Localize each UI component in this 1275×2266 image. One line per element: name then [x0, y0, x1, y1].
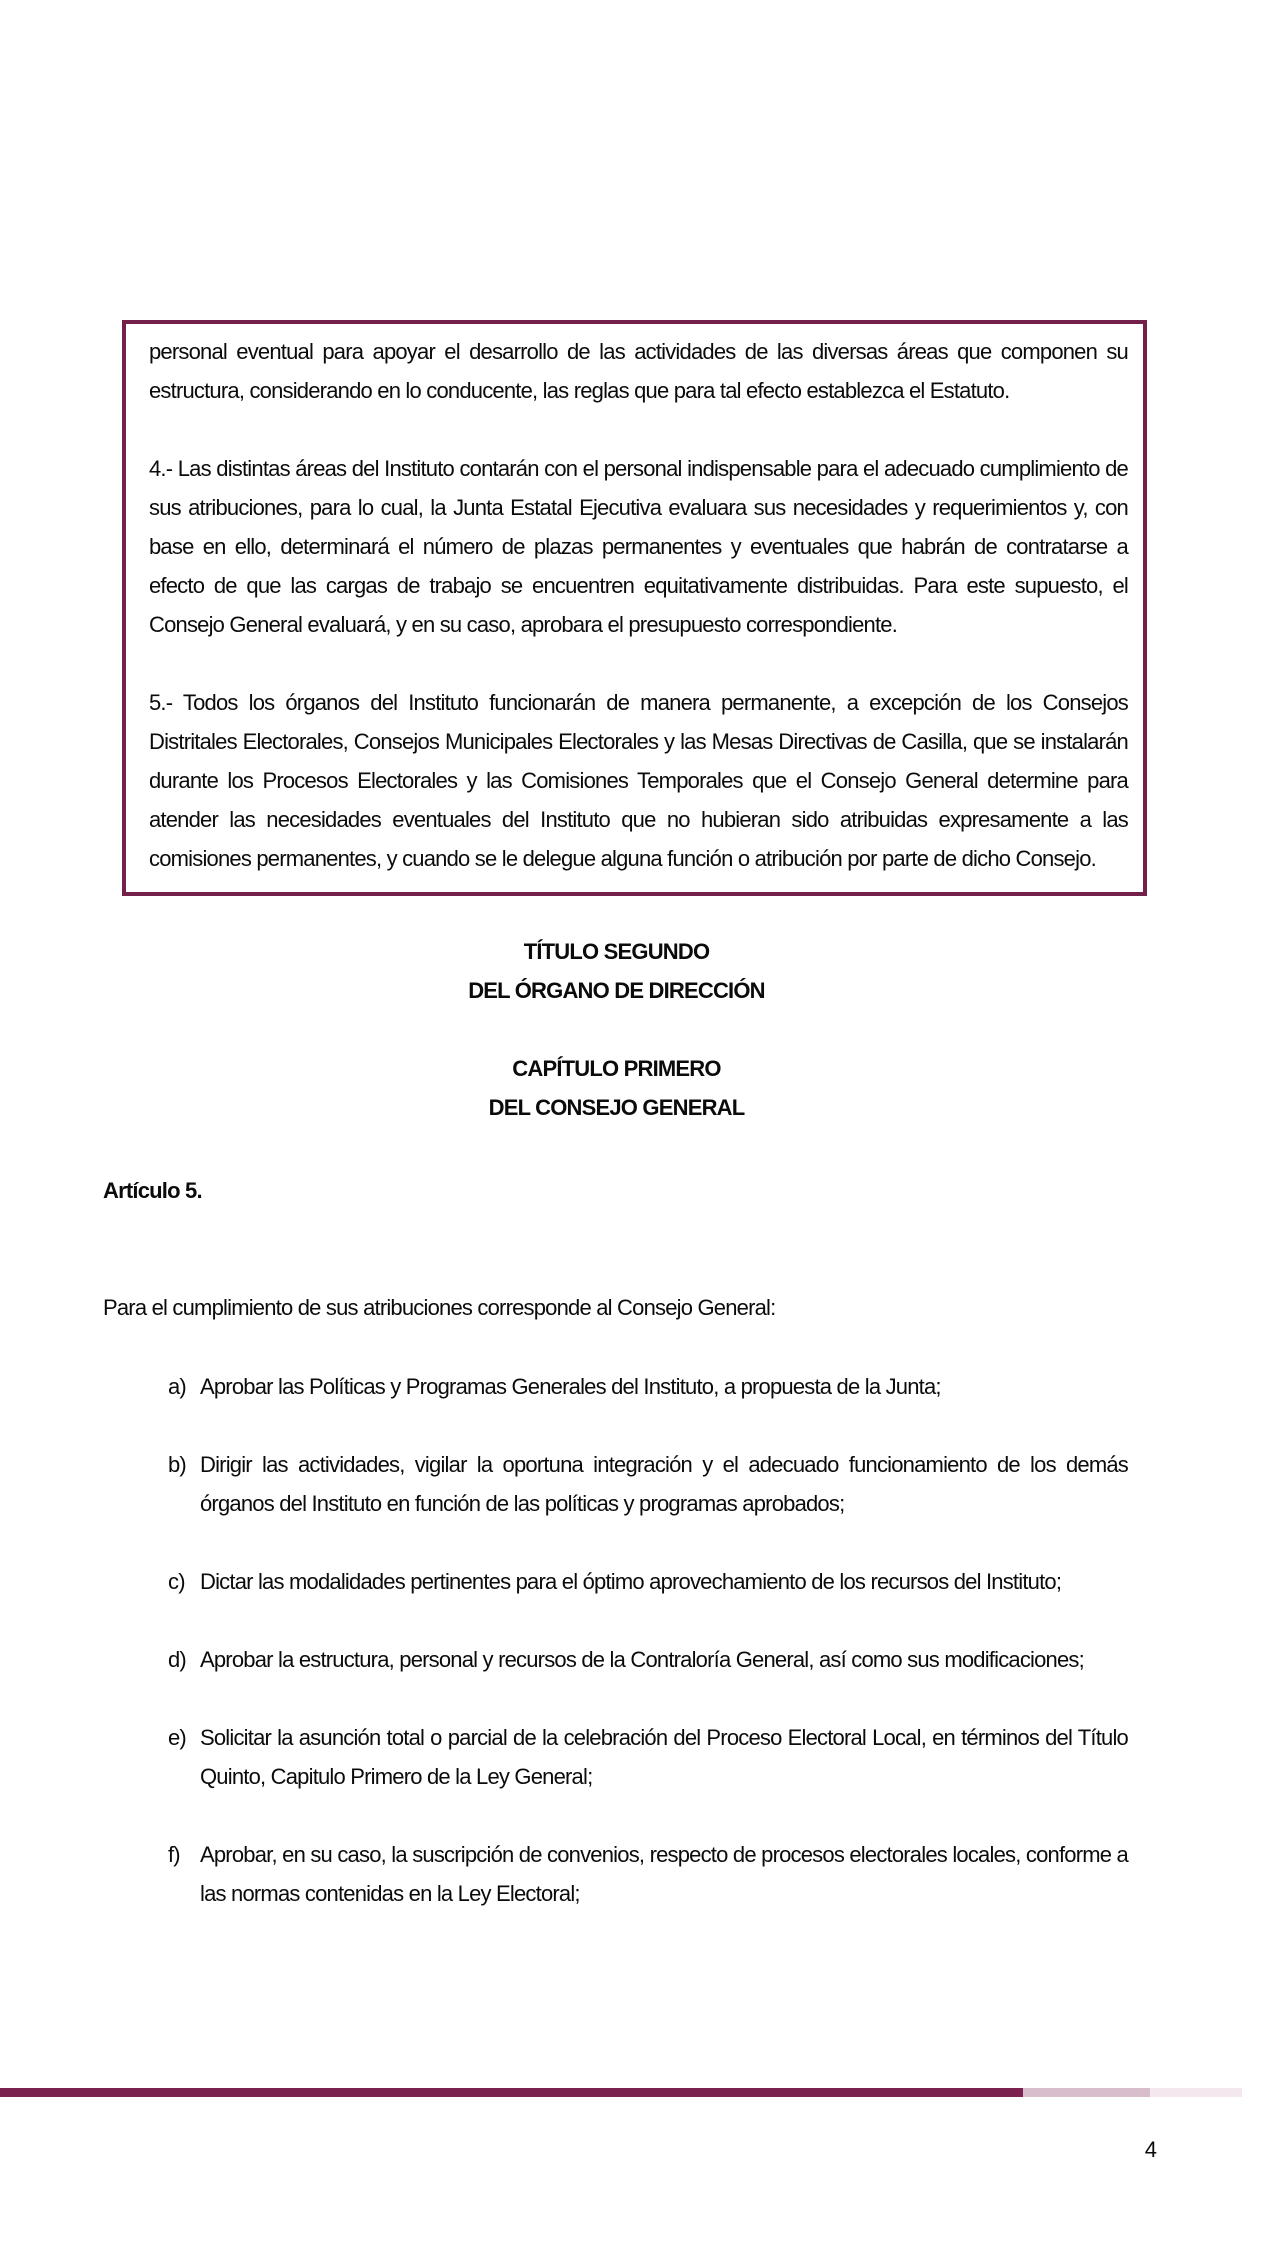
clause-box: [122, 320, 1147, 896]
page-number: 4: [1144, 2137, 1157, 2162]
chapter-heading: [103, 1049, 1130, 1127]
article-item-e: [168, 1718, 1128, 1796]
article-item-list: [168, 1367, 1128, 1913]
item-marker: e): [168, 1725, 186, 1750]
footer-divider-bar: [0, 2088, 1242, 2097]
title-heading: [103, 932, 1130, 1010]
footer-bar-light-segment: [1150, 2088, 1242, 2097]
chapter-heading-line1: CAPÍTULO PRIMERO: [512, 1056, 721, 1081]
item-text: Solicitar la asunción total o parcial de la celebración del Proceso Electoral Local, en términos del Título Quinto, Capitulo Primero de la Ley General;: [200, 1725, 1128, 1789]
chapter-heading-line2: DEL CONSEJO GENERAL: [488, 1095, 745, 1120]
title-heading-line2: DEL ÓRGANO DE DIRECCIÓN: [468, 978, 765, 1003]
item-text: Dirigir las actividades, vigilar la oportuna integración y el adecuado funcionamiento de los demás órganos del Instituto en función de las políticas y programas aprobados;: [200, 1452, 1128, 1516]
item-text: Aprobar las Políticas y Programas Generales del Instituto, a propuesta de la Junta;: [200, 1374, 941, 1399]
item-text: Dictar las modalidades pertinentes para el óptimo aprovechamiento de los recursos del Instituto;: [200, 1569, 1062, 1594]
item-text: Aprobar la estructura, personal y recursos de la Contraloría General, así como sus modificaciones;: [200, 1647, 1084, 1672]
box-paragraph-5: 5.- Todos los órganos del Instituto funcionarán de manera permanente, a excepción de los Consejos Distritales Electorales, Consejos Municipales Electorales y las Mesas Directivas de Casilla, que se instalarán durante los Procesos Electorales y las Comisiones Temporales que el Consejo General determine para atender las necesidades eventuales del Instituto que no hubieran sido atribuidas expresamente a las comisiones permanentes, y cuando se le delegue alguna función o atribución por parte de dicho Consejo.: [149, 690, 1128, 871]
box-paragraph-continuation: personal eventual para apoyar el desarrollo de las actividades de las diversas áreas que componen su estructura, considerando en lo conducente, las reglas que para tal efecto establezca el Estatuto.: [149, 339, 1128, 403]
item-marker: d): [168, 1647, 186, 1672]
item-marker: a): [168, 1374, 186, 1399]
article-item-a: [168, 1367, 1128, 1406]
item-marker: b): [168, 1452, 186, 1477]
article-item-c: [168, 1562, 1128, 1601]
box-paragraph-4: 4.- Las distintas áreas del Instituto contarán con el personal indispensable para el adecuado cumplimiento de sus atribuciones, para lo cual, la Junta Estatal Ejecutiva evaluara sus necesidades y requerimientos y, con base en ello, determinará el número de plazas permanentes y eventuales que habrán de contratarse a efecto de que las cargas de trabajo se encuentren equitativamente distribuidas. Para este supuesto, el Consejo General evaluará, y en su caso, aprobara el presupuesto correspondiente.: [149, 456, 1128, 637]
article-intro: Para el cumplimiento de sus atribuciones corresponde al Consejo General:: [103, 1295, 776, 1320]
article-item-f: [168, 1835, 1128, 1913]
item-text: Aprobar, en su caso, la suscripción de convenios, respecto de procesos electorales locales, conforme a las normas contenidas en la Ley Electoral;: [200, 1842, 1128, 1906]
item-marker: c): [168, 1569, 185, 1594]
article-item-d: [168, 1640, 1128, 1679]
article-label: Artículo 5.: [103, 1178, 202, 1203]
footer-bar-medium-segment: [1023, 2088, 1150, 2097]
article-item-b: [168, 1445, 1128, 1523]
item-marker: f): [168, 1842, 180, 1867]
footer-bar-dark-segment: [0, 2088, 1023, 2097]
title-heading-line1: TÍTULO SEGUNDO: [523, 939, 710, 964]
